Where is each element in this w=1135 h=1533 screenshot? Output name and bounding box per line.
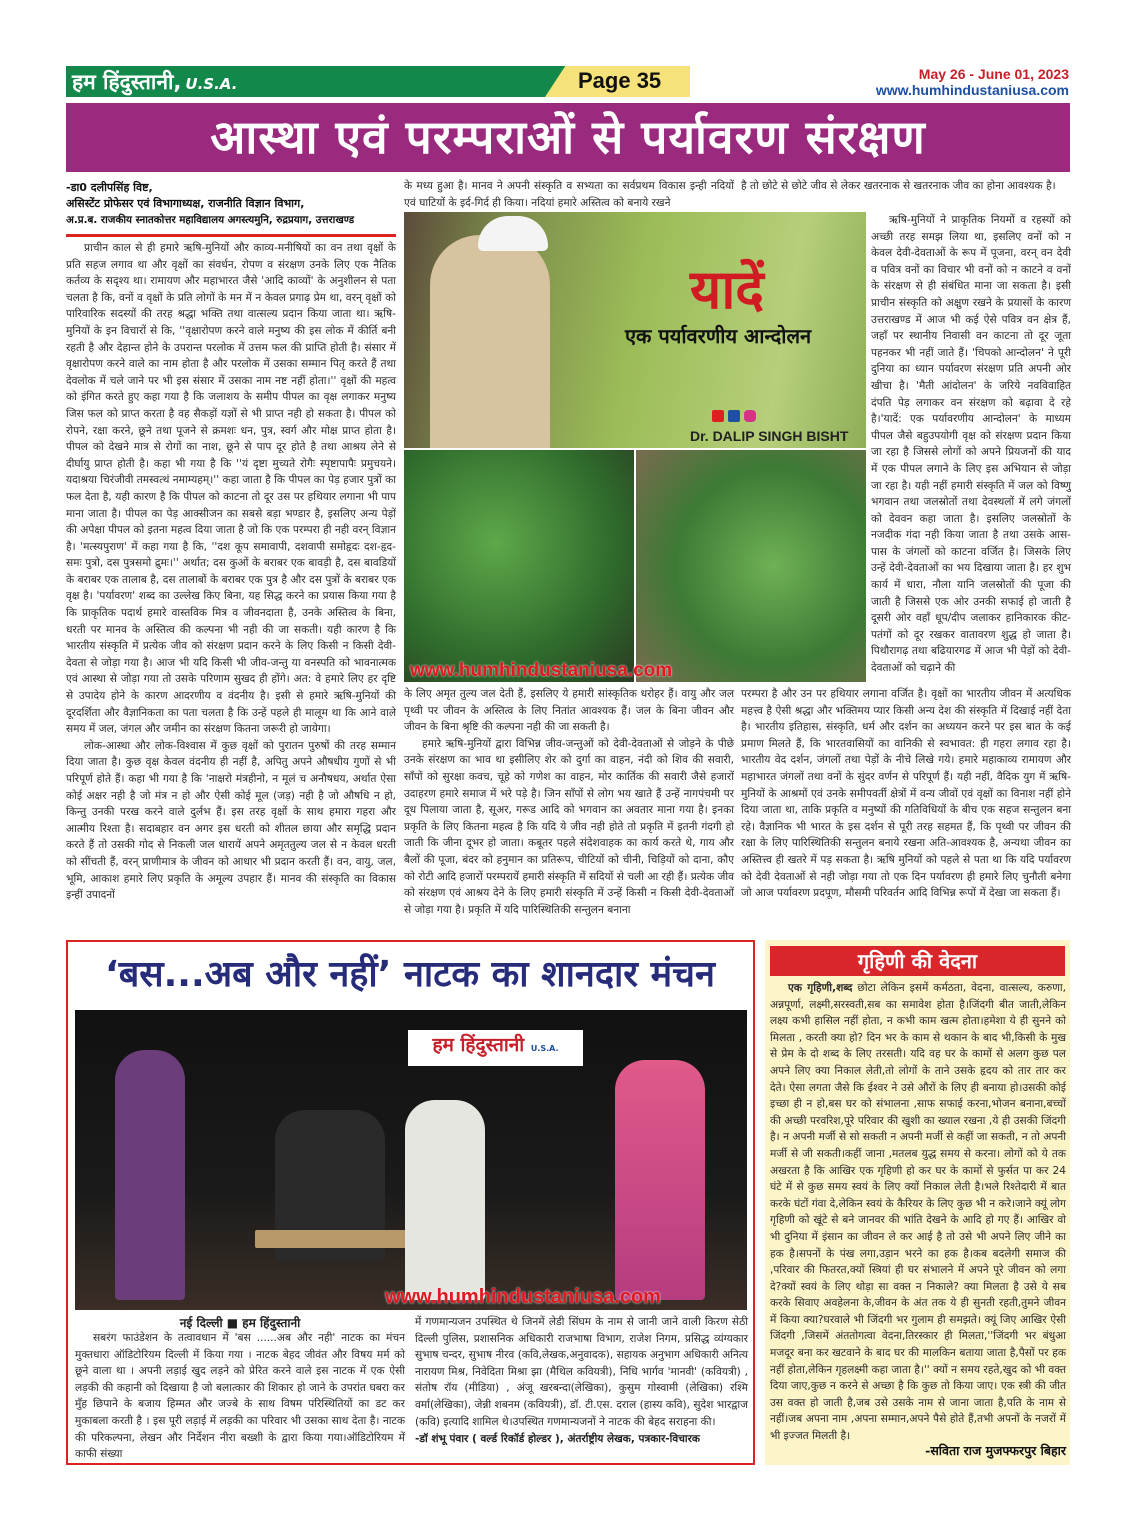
article-column-3-top: है तो छोटे से छोटे जीव से लेकर खतरनाक से खतरनाक जीव का होना आवश्यक है। bbox=[741, 180, 1056, 192]
lead-text: एक गृहिणी,शब्द bbox=[788, 982, 853, 994]
play-stage-photo bbox=[75, 1010, 747, 1310]
housewife-headline: गृहिणी की वेदना bbox=[770, 946, 1065, 976]
actor-white bbox=[405, 1100, 485, 1300]
newspaper-brand: हम हिंदुस्तानी, U.S.A. bbox=[72, 70, 238, 94]
social-icons bbox=[712, 410, 756, 422]
logo-text: हम हिंदुस्तानी bbox=[432, 1034, 525, 1056]
paragraph: छोटा लेकिन इसमें कर्मठता, वेदना, वात्सल्य, करुणा, अन्नपूर्णा, लक्ष्मी,सरस्वती,सब का समावेश होता है।जिंदगी बीत जाती,लेकिन लक्ष्य कभी हासिल नहीं होता, न कभी काम खत्म होता।हमेशा ये ही सुनने को मिलता , करती क्या हो? दिन भर के काम से थकान के बाद भी,किसी के मुख से प्रेम के दो शब्द के लिए तरसती। यदि वह घर के कामों से अलग कुछ पल अपने लिए क्या निकाल लेती,तो लोगों के ताने उसके हृदय को तार तार कर देते। ऐसा लगता जैसे कि ईश्वर ने उसे औरों के लिए ही बनाया हो।उसकी कोई इच्छा ही न हो,बस घर को संभालना ,साफ सफाई करना,भोजन बनाना,बच्चों की अच्छी परवरिश,पूरे परिवार की खुशी का ख्याल रखना ,ये ही उसकी जिंदगी है। न अपनी मर्जी से सो सकती न अपनी मर्जी से कहीं जा सकती, न तो अपनी मर्जी से जी सकती।कहीं जाना ,मतलब युद्ध समय से करना। लोगों को ये तक अखरता है कि आखिर एक गृहिणी हो कर घर के कामों से फुर्सत पा कर 24 घंटे में से कुछ समय स्वयं के लिए क्यों निकाल लेती है।भले रिश्तेदारी में बात करके घंटों गंवा दे,लेकिन स्वयं के कैरियर के लिए कुछ भी न करे।जाने क्यूं लोग गृहिणी को खूंटे से बने जानवर की भांति देखने के आदि हो गए हैं। आखिर वो भी दुनिया में इंसान का जीवन ले कर आई है तो उसे भी अपने लिए जीने का हक है।सपनों के पंख लगा,उड़ान भरने का हक है।कब बदलेगी समाज की ,परिवार की फितरत,क्यों स्त्रियां ही घर संभालने में अपने पूरे जीवन को लगा दे?क्यों स्वयं के लिए थोड़ा सा वक्त न निकाले? क्या मिलता है उसे ये सब करके सिवाए अवहेलना के,जीवन के अंत तक ये ही सुनती रहती,तुमने जीवन में किया क्या?घरवाले भी जिंदगी भर गुलाम ही समझते। क्यूं जिए आखिर ऐसी जिंदगी ,जिसमें अंततोगत्वा वेदना,तिरस्कार ही मिलता,''जिंदगी भर बंधुआ मजदूर बना कर खटवाने के बाद घर की मालकिन बताया जाता है,पैसों पर हक नहीं होता,लेकिन गृहलक्ष्मी कहा जाता है।'' क्यों न समय रहते,खुद को भी वक्त दिया जाए,कुछ न करने से अच्छा है कि कुछ तो किया जाए। एक स्त्री की जीत उस वक्त हो जाती है,जब उसे उसके नाम से जाना जाता है,पति के नाम से नहीं।जब अपना नाम ,अपना सम्मान,अपने पैसे होते हैं,तभी अपनों के नजरों में भी इज्जत मिलती है। bbox=[770, 982, 1066, 1443]
peepal-saplings-photo-2 bbox=[636, 450, 866, 682]
instagram-icon bbox=[744, 410, 756, 422]
paragraph: सबरंग फाउंडेशन के तत्वावधान में 'बस ......अब और नही' नाटक का मंचन मुक्तधारा ऑडिटोरियम दिल्ली में किया गया । नाटक बेहद जीवंत और विषय मर्म को छूने वाला था । अपनी लड़ाई खुद लड़ने को प्रेरित करने वाले इस नाटक में एक ऐसी लड़की की कहानी को दिखाया है जो बलात्कार की शिकार हो जाने के उपरांत घबरा कर मुँह छिपाने के बजाय हिम्मत और जज्बे के साथ विषम परिस्थितियों का डट कर मुकाबला करती है । इस पूरी लड़ाई में लड़की का परिवार भी उसका साथ देता है। नाटक की परिकल्पना, लेखन और निर्देशन नीरा बख्शी के द्वारा किया गया।ऑडिटोरियम में काफी संख्या bbox=[75, 1332, 405, 1461]
author-byline bbox=[66, 180, 396, 228]
divider bbox=[66, 234, 396, 237]
facebook-icon bbox=[728, 410, 740, 422]
photo-name: Dr. DALIP SINGH BISHT bbox=[690, 428, 849, 444]
actress-left bbox=[115, 1050, 185, 1300]
page-number: Page 35 bbox=[578, 68, 662, 93]
play-headline: ‘बस...अब और नहीं’ नाटक का शानदार मंचन bbox=[105, 954, 715, 995]
article-column-3-bottom: परम्परा है और उन पर हथियार लगाना वर्जित है। वृक्षों का भारतीय जीवन में अत्यधिक महत्त्व है ऐसी श्रद्धा और भक्तिमय प्यार किसी अन्य देश की संस्कृति में दिखाई नहीं देता है। भारतीय इतिहास, संस्कृति, धर्म और दर्शन का अध्ययन करने पर इस बात के कई प्रमाण मिलते हैं, कि भारतवासियों का वानिकी से स्वभावत: ही गहरा लगाव रहा है। भारतीय वेद दर्शन, जंगलों तथा पेड़ों के नीचे लिखे गये। हमारे महाकाव्य रामायण और महाभारत जंगलों तथा वनों के सुंदर वर्णन से परिपूर्ण हैं। यही नहीं, वैदिक युग में ऋषि-मुनियों के आश्रमों एवं उनके समीपवर्ती क्षेत्रों में वन्य जीवों एवं वृक्षों का विनाश नहीं होने दिया जाता था, ताकि प्रकृति व मनुष्यों की गतिविधियों के बीच एक सहज सन्तुलन बना रहे। वैज्ञानिक भी भारत के इस दर्शन से पूरी तरह सहमत हैं, कि पृथ्वी पर जीवन की रक्षा के लिए पारिस्थितिकी सन्तुलन बनाये रखना अति-आवश्यक है, अन्यथा जीवन का अस्तित्त्व ही खतरे में पड़ सकता है। ऋषि मुनियों को पहले से पता था कि यदि पर्यावरण को देवी देवताओं से नही जोड़ा गया तो एक दिन पर्यावरण ही हमारे लिए चुनौती बनेगा जो आज पर्यावरण प्रदपूण, मौसमी परिवर्तन आदि विभिन्न रूपों में देखा जा सकता हैं। bbox=[741, 688, 1071, 900]
article-column-1 bbox=[66, 240, 396, 932]
photo-subtitle: एक पर्यावरणीय आन्दोलन bbox=[625, 324, 812, 348]
housewife-author: -सविता राज मुजफ्फरपुर बिहार bbox=[925, 1443, 1066, 1458]
paragraph: ऋषि-मुनियों ने प्राकृतिक नियमों व रहस्यों को अच्छी तरह समझ लिया था, इसलिए वनों को न केवल देवी-देवताओं के रूप में पूजना, वरन् वन देवी व पवित्र वनों का विचार भी वनों को न काटने व वनों के संरक्षण से ही संबंधित माना जा सकता है। इसी प्राचीन संस्कृति को अक्षुण रखने के प्रयासों के कारण उत्तराखण्ड में आज भी कई ऐसे पवित्र वन क्षेत्र हैं, जहाँ पर स्थानीय निवासी वन काटना तो दूर जूता पहनकर भी नहीं जाते हैं। 'चिपको आन्दोलन' ने पूरी दुनिया का ध्यान पर्यावरण संरक्षण प्रति अपनी ओर खीचा है। 'मैती आंदोलन' के जरिये नवविवाहित दंपति पेड़ लगाकर वन संरक्षण को बढ़ावा दे रहे है।'यादें: एक पर्यावरणीय आन्दोलन' के माध्यम पीपल जैसे बहुउपयोगी वृक्ष को संरक्षण प्रदान किया जा रहा है जिससे लोगों को अपने प्रियजनों की याद में एक पीपल लगाने के लिए इस अभियान से जोड़ा जा रहा है। यही नहीं हमारी संस्कृति में जल को विष्णु भगवान तथा जलस्रोतों तथा देवस्थलों में लगे जंगलों को देववन कहा जाता है। इसलिए जलस्रोतों के नजदीक गंदा नही किया जाता है तथा उसके आस-पास के जंगलों को काटना वर्जित है। जिसके लिए उन्हें देवी-देवताओं का भय दिखाया जाता है। हर शुभ कार्य में धारा, नौला यानि जलस्रोतों की पूजा की जाती है जिससे एक ओर उनकी सफाई हो जाती है दूसरी ओर वहाँ धूप/दीप जलाकर हानिकारक कीट-पतंगों को दूर रखकर वातावरण शुद्ध हो जाता है। पिथौरागढ़ तथा बढियारगढ में आज भी पेड़ों को देवी-देवताओं को चढ़ाने की bbox=[871, 214, 1071, 675]
photo-watermark: www.humhindustaniusa.com bbox=[385, 1286, 661, 1308]
paragraph: लोक-आस्था और लोक-विश्वास में कुछ वृक्षों को पुरातन पुरुषों की तरह सम्मान दिया जाता है। कुछ वृक्ष केवल वंदनीय ही नहीं है, अपितु अपने औषधीय गुणों से भी परिपूर्ण होते हैं। कहा भी गया है कि 'नाक्षरो मंत्रहीनो, न मूलं च अनौषधय, अर्थात ऐसा कोई अक्षर नही है जो मंत्र न हो और ऐसी कोई मूल (जड़) नही है जो औषधि न हो, किन्तु उनकी परख करने वाले दुर्लभ हैं। इस तरह वृक्षों के साथ हमारा गहरा और आत्मीय रिश्ता है। सदाबहार वन अगर इस धरती को शीतल छाया और समृद्धि प्रदान करते हैं तो उसकी गोद से निकली जल धारायें अपने अमृततुल्य जल से न केवल धरती को सींचती हैं, वरन् प्राणीमात्र के जीवन को आधार भी प्रदान करती हैं। वन, वायु, जल, भूमि, आकाश हमारे लिए प्रकृति के अमूल्य उपहार हैं। मानव की संस्कृति का विकास इन्हीं उपादनों bbox=[66, 739, 396, 902]
article-column-2-top: के मध्य हुआ है। मानव ने अपनी संस्कृति व सभ्यता का सर्वप्रथम विकास इन्ही नदियों एवं घाटियों के इर्द-गिर्द ही किया। नदियां हमारे अस्तित्व को बनाये रखने bbox=[404, 180, 734, 209]
paragraph: हमारे ऋषि-मुनियों द्वारा विभिन्न जीव-जन्तुओं को देवी-देवताओं से जोड़ने के पीछे उनके संरक्षण का भाव था इसीलिए शेर को दुर्गा का वाहन, नंदी को शिव की सवारी, साँपों को सुरक्षा कवच, चूहे को गणेश का वाहन, मोर कार्तिक की सवारी जैसे हजारों उदाहरण हमारे समाज में भरे पड़े है। जिन साँपों से लोग भय खाते हैं उन्हें नागपंचमी पर दूध पिलाया जाता है, सूअर, गरूड आदि को भगवान का अवतार माना गया है। इनका प्रकृति के लिए कितना महत्व है कि यदि ये जीव नही होते तो प्रकृति में इतनी गंदगी हो जाती कि जीना दूभर हो जाता। कबूतर पहले संदेशवाहक का कार्य करते थे, गाय और बैलों की पूजा, बंदर को हनुमान का प्रतिरूप, चीटियों को चीनी, चिड़ियों को दाना, कौए को रोटी आदि हजारों परम्परायें हमारी संस्कृति में सदियों से चली आ रही हैं। प्रत्येक जीव को संरक्षण एवं आश्रय देने के लिए हमारी संस्कृति में उन्हें किसी न किसी देवी-देवताओं से जोड़ा गया है। प्रकृति में यदि पारिस्थितिकी सन्तुलन बनाना bbox=[404, 737, 734, 916]
author-title: असिस्टेंट प्रोफेसर एवं विभागाध्यक्ष, राजनीति विज्ञान विभाग, bbox=[66, 197, 305, 210]
photo-title: यादें bbox=[690, 258, 764, 321]
actress-saree bbox=[615, 1060, 705, 1300]
youtube-icon bbox=[712, 410, 724, 422]
person-figure bbox=[430, 235, 550, 448]
article-column-2 bbox=[404, 686, 734, 934]
paragraph: प्राचीन काल से ही हमारे ऋषि-मुनियों और काव्य-मनीषियों का वन तथा वृक्षों के प्रति सहज लगाव था और वृक्षों का संवर्धन, रोपण व संरक्षण उनके लिए एक नैतिक कर्तव्य के सदृश्य था। रामायण और महाभारत जैसे 'आदि काव्यों' के अनुशीलन से पता चलता है कि, वनों व वृक्षों के प्रति लोगों के मन में न केवल प्रगाढ़ प्रेम था, वरन् वृक्षों को पारिवारिक सदस्यों की तरह श्रद्धा भक्ति तथा वात्सल्य प्रदान किया जाता था। ऋषि-मुनियों के इन विचारों से कि, ''वृक्षारोपण करने वाले मनुष्य की इस लोक में कीर्ति बनी रहती है और देहान्त होने के उपरान्त परलोक में उत्तम फल की प्राप्ति होती है। संसार में वृक्षारोपण करने वाले का नाम होता है और परलोक में उसका सम्मान पितृ करते हैं तथा देवलोक में चले जाने पर भी इस संसार में उसका नाम नष्ट नहीं होता।'' वृक्षों की महत्व को इंगित करते हुए कहा गया है कि जलाशय के समीप पीपल का वृक्ष लगाकर मनुष्य जिस फल को प्राप्त करता है वह सैकड़ों यज्ञों से भी प्राप्त नही हो सकता है। पीपल को रोपने, रक्षा करने, छूने तथा पूजने से क्रमशः धन, पुत्र, स्वर्ग और मोक्ष प्राप्त होता है। पीपल को देखने मात्र से रोगों का नाश, छूने से पाप दूर होते है तथा आश्रय लेने से दीर्घायु प्राप्त होती है। कहा भी गया है कि ''यं दृष्टा मुच्यते रोगैः स्पृष्टापापैः प्रमुचयने।यदाश्रया चिरंजीवी तमस्वत्थं नमाम्यहम्।'' कहा जाता है कि पीपल का पेड़ हजार पुत्रों का फल देता है, यही कारण है कि पीपल को काटना तो दूर उस पर हथियार लगाना भी पाप माना जाता है। पीपल का पेड़ आक्सीजन का सबसे बड़ा भण्डार है, इसलिए अन्य पेड़ों की अपेक्षा पीपल को इतना महत्व दिया जाता है जो कि एक परम्परा ही नही वरन् विज्ञान है। 'मत्स्यपुराण' में कहा गया है कि, ''दश कूप समावापी, दशवापी समोहृदः दश-हृद-समः पुत्रो, दस पुत्रसमो द्रुमः।'' अर्थात; दस कुओं के बराबर एक बावड़ी है, दस बावडियों के बराबर एक तालाब है, दस तालाबों के बराबर एक पुत्र है और दस पुत्रों के बराबर एक वृक्ष है। 'पर्यावरण' शब्द का उल्लेख किए बिना, यह सिद्ध करने का प्रयास किया गया है कि प्राकृतिक पदार्थ हमारे वास्तविक मित्र व जीवनदाता है, उनके अस्तित्व के बिना, धरती पर मानव के अस्तित्व की कल्पना भी नही की जा सकती। यही कारण है कि भारतीय संस्कृति में प्रत्येक जीव को संरक्षण प्रदान करने के लिए किसी न किसी देवी-देवता से जोड़ा गया है। आज भी यदि किसी भी जीव-जन्तु या वनस्पति को भावनात्मक एवं आस्था से जोड़ा गया तो उसके परिणाम सुखद ही होंगे। अत: वे हमारे लिए हर दृष्टि से उपादेय होने के कारण आदरणीय व वंदनीय है। इसी से हमारे ऋषि-मुनियों की दूरदर्शिता और वैज्ञानिकता का पता चलता है कि उन्हें पहले ही मालूम था कि आने वाले समय में जल, जंगल और जमीन का संरक्षण कितना जरूरी हो जायेगा। bbox=[66, 242, 396, 736]
dateline: नई दिल्ली ■ हम हिंदुस्तानी bbox=[179, 1316, 301, 1330]
peepal-saplings-photo bbox=[404, 450, 634, 682]
website-link[interactable]: www.humhindustaniusa.com bbox=[875, 82, 1069, 98]
photo-watermark: www.humhindustaniusa.com bbox=[410, 660, 673, 681]
play-column-1 bbox=[75, 1330, 405, 1462]
author-institution: अ.प्र.ब. राजकीय स्नातकोत्तर महाविद्यालय अगस्त्यमुनि, रुद्रप्रयाग, उत्तराखण्ड bbox=[66, 214, 355, 226]
page-title: आस्था एवं परम्पराओं से पर्यावरण संरक्षण bbox=[66, 103, 1070, 172]
play-column-2: में गणमान्यजन उपस्थित थे जिनमें लेडी सिंघम के नाम से जानी जाने वाली किरण सेठी दिल्ली पुलिस, प्रशासनिक अधिकारी राजभाषा विभाग, राजेश निगम, प्रसिद्ध व्यंग्यकार सुभाष चन्दर, सुभाष नीरव (कवि,लेखक,अनुवादक), सहायक अनुभाग अधिकारी अनित्य नारायण मिश्र, निवेदिता मिश्रा झा (मैथिल कवियत्री), निधि भार्गव 'मानवी' (कवियत्री) , संतोष रॉय (मीडिया) , अंजू खरबन्दा(लेखिका), कुसुम गोस्वामी (लेखिका) रश्मि वर्मा(लेखिका), जेन्नी शबनम (कवियत्री), डॉ. टी.एस. दराल (हास्य कवि), सुदेश भारद्वाज (कवि) इत्यादि शामिल थे।उपस्थित गणमान्यजनों ने नाटक की बेहद सराहना की। bbox=[415, 1316, 748, 1428]
author-name: -डा0 दलीपसिंह विष्ट, bbox=[66, 181, 153, 194]
paragraph: के लिए अमृत तुल्य जल देती हैं, इसलिए ये हमारी सांस्कृतिक धरोहर हैं। वायु और जल पृथ्वी पर जीवन के अस्तित्व के लिए नितांत आवश्यक हैं। जल के बिना जीवन और जीवन के बिना श्रृष्टि की कल्पना नही की जा सकती है। bbox=[404, 688, 734, 734]
logo-suffix: U.S.A. bbox=[530, 1044, 559, 1053]
issue-date: May 26 - June 01, 2023 bbox=[918, 66, 1069, 82]
play-author: -डॉ शंभू पंवार ( वर्ल्ड रिकॉर्ड होल्डर ), अंतर्राष्ट्रीय लेखक, पत्रकार-विचारक bbox=[415, 1433, 700, 1445]
article-column-3 bbox=[871, 212, 1071, 682]
newspaper-logo-overlay bbox=[408, 1030, 583, 1066]
housewife-body bbox=[770, 980, 1066, 1443]
